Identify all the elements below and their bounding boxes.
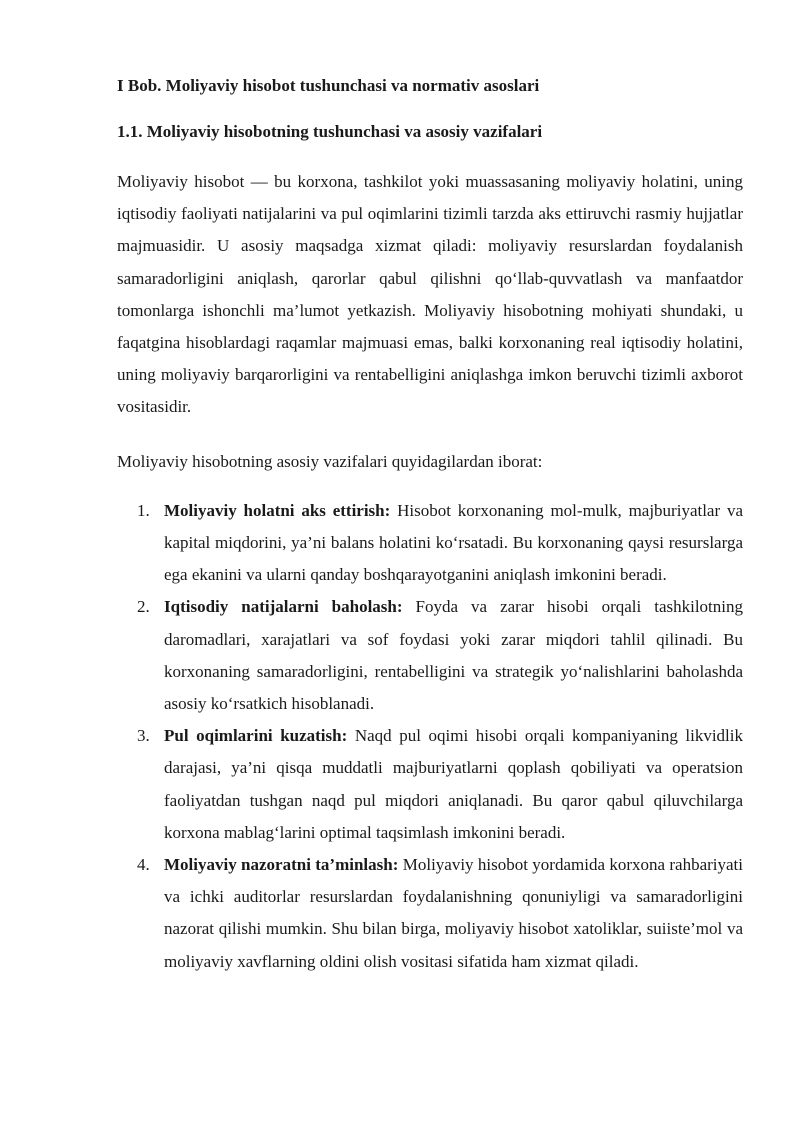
list-item-title: Iqtisodiy natijalarni baholash:: [164, 597, 403, 617]
list-item-title: Pul oqimlarini kuzatish:: [164, 726, 348, 746]
body-paragraph-definition: Moliyaviy hisobot — bu korxona, tashkilot yoki muassasaning moliyaviy holatini, uning iqtisodiy faoliyati natijalarini va pul oqimlarini tizimli tarzda aks ettiruvchi rasmiy hujjatlar majmuasidir. U asosiy maqsadga xizmat qiladi: moliyaviy resurslardan foydalanish samaradorligini aniqlash, qarorlar qabul qilishni qo‘llab-quvvatlash va manfaatdor tomonlarga ishonchli ma’lumot yetkazish. Moliyaviy hisobotning mohiyati shundaki, u faqatgina hisoblardagi raqamlar majmuasi emas, balki korxonaning real iqtisodiy holatini, uning moliyaviy barqarorligini va rentabelligini aniqlashga imkon beruvchi tizimli axborot vositasidir.: [117, 172, 743, 417]
list-item-text: Naqd pul oqimi hisobi orqali kompaniyaning likvidlik darajasi, ya’ni qisqa muddatli majburiyatlarni qoplash qobiliyati va operatsion faoliyatdan tushgan naqd pul miqdori aniqlanadi. Bu qaror qabul qiluvchilarga korxona mablag‘larini optimal taqsimlash imkonini beradi.: [164, 726, 743, 842]
list-item-number: 4.: [137, 855, 150, 875]
tasks-list: [117, 495, 743, 978]
body-paragraph-tasks-intro: Moliyaviy hisobotning asosiy vazifalari quyidagilardan iborat:: [117, 451, 543, 471]
list-item-number: 2.: [137, 597, 150, 617]
list-item: [117, 591, 743, 720]
list-item: [117, 495, 743, 592]
list-item: [117, 720, 743, 849]
list-item-number: 1.: [137, 500, 150, 520]
list-item: [117, 849, 743, 978]
section-title: 1.1. Moliyaviy hisobotning tushunchasi va asosiy vazifalari: [117, 122, 543, 141]
list-item-number: 3.: [137, 726, 150, 746]
list-item-text: Moliyaviy hisobot yordamida korxona rahbariyati va ichki auditorlar resurslardan foydalanishning qonuniyligi va samaradorligini nazorat qilishi mumkin. Shu bilan birga, moliyaviy hisobot xatoliklar, suiiste’mol va moliyaviy xavflarning oldini olish vositasi sifatida ham xizmat qiladi.: [164, 855, 743, 971]
list-item-text: Foyda va zarar hisobi orqali tashkilotning daromadlari, xarajatlari va sof foydasi yoki zarar miqdori tahlil qilinadi. Bu korxonaning samaradorligini, rentabelligini va strategik yo‘nalishlarini baholashda asosiy ko‘rsatkich hisoblanadi.: [164, 597, 743, 714]
page-content: [117, 74, 743, 978]
list-item-title: Moliyaviy holatni aks ettirish:: [164, 500, 391, 520]
list-item-text: Hisobot korxonaning mol-mulk, majburiyatlar va kapital miqdorini, ya’ni balans holatini ko‘rsatadi. Bu korxonaning qaysi resurslarga ega ekanini va ularni qanday boshqarayotganini aniqlash imkonini beradi.: [164, 500, 743, 585]
list-item-title: Moliyaviy nazoratni ta’minlash:: [164, 855, 399, 875]
chapter-title: I Bob. Moliyaviy hisobot tushunchasi va normativ asoslari: [117, 76, 540, 95]
